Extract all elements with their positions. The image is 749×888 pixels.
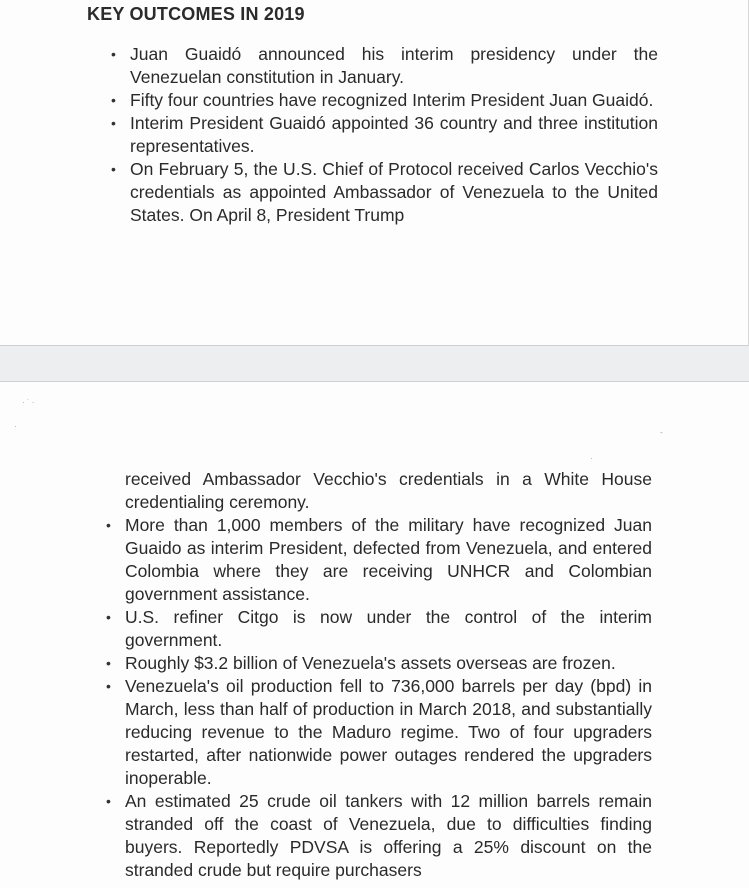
bullet-icon: • <box>106 678 111 694</box>
bullet-icon: • <box>111 161 116 177</box>
bullet-icon: • <box>106 655 111 671</box>
document-page-2 <box>0 381 749 888</box>
bullet-icon: • <box>106 793 111 809</box>
list-item-text: Juan Guaidó announced his interim presidency under the Venezuelan constitution in January. <box>130 44 658 87</box>
scan-speck: · ˙ · <box>22 398 35 407</box>
scan-speck: - <box>660 428 663 437</box>
list-item-text: Venezuela's oil production fell to 736,000 barrels per day (bpd) in March, less than half of production in March 2018, and substantially reducing revenue to the Maduro regime. Two of four upgraders restarted, after nationwide power outages rendered the upgraders inoperable. <box>125 676 652 788</box>
document-page-1 <box>0 0 749 346</box>
bullet-icon: • <box>111 46 116 62</box>
list-item-text: Interim President Guaidó appointed 36 country and three institution representatives. <box>130 113 658 156</box>
key-outcomes-list-continued <box>106 514 652 882</box>
list-item-text: On February 5, the U.S. Chief of Protocol received Carlos Vecchio's credentials as appointed Ambassador of Venezuela to the United States. On April 8, President Trump <box>130 159 658 225</box>
section-heading: KEY OUTCOMES IN 2019 <box>87 4 305 24</box>
list-item-text: More than 1,000 members of the military have recognized Juan Guaido as interim President, defected from Venezuela, and entered Colombia where they are receiving UNHCR and Colombian government assistance. <box>125 515 652 604</box>
list-item <box>106 606 652 652</box>
list-item <box>111 112 658 158</box>
list-item <box>111 89 658 112</box>
bullet-icon: • <box>106 517 111 533</box>
list-item-text: Fifty four countries have recognized Interim President Juan Guaidó. <box>130 90 654 110</box>
scan-speck: · <box>590 454 593 463</box>
key-outcomes-list <box>111 43 658 227</box>
bullet-icon: • <box>111 92 116 108</box>
list-item-text: Roughly $3.2 billion of Venezuela's assets overseas are frozen. <box>125 653 616 673</box>
bullet-icon: • <box>111 115 116 131</box>
bullet-icon: • <box>106 609 111 625</box>
list-item-text: An estimated 25 crude oil tankers with 12 million barrels remain stranded off the coast of Venezuela, due to difficulties finding buyers. Reportedly PDVSA is offering a 25% discount on the stranded crude but require purchasers <box>125 791 652 880</box>
continued-text: received Ambassador Vecchio's credentials in a White House credentialing ceremony. <box>125 469 652 512</box>
list-item <box>106 790 652 882</box>
continuation-block <box>106 468 652 882</box>
list-item <box>106 675 652 790</box>
list-item-text: U.S. refiner Citgo is now under the control of the interim government. <box>125 607 652 650</box>
list-item <box>106 514 652 606</box>
list-item <box>111 43 658 89</box>
list-item <box>106 652 652 675</box>
list-item <box>111 158 658 227</box>
scan-speck: · <box>14 422 17 431</box>
